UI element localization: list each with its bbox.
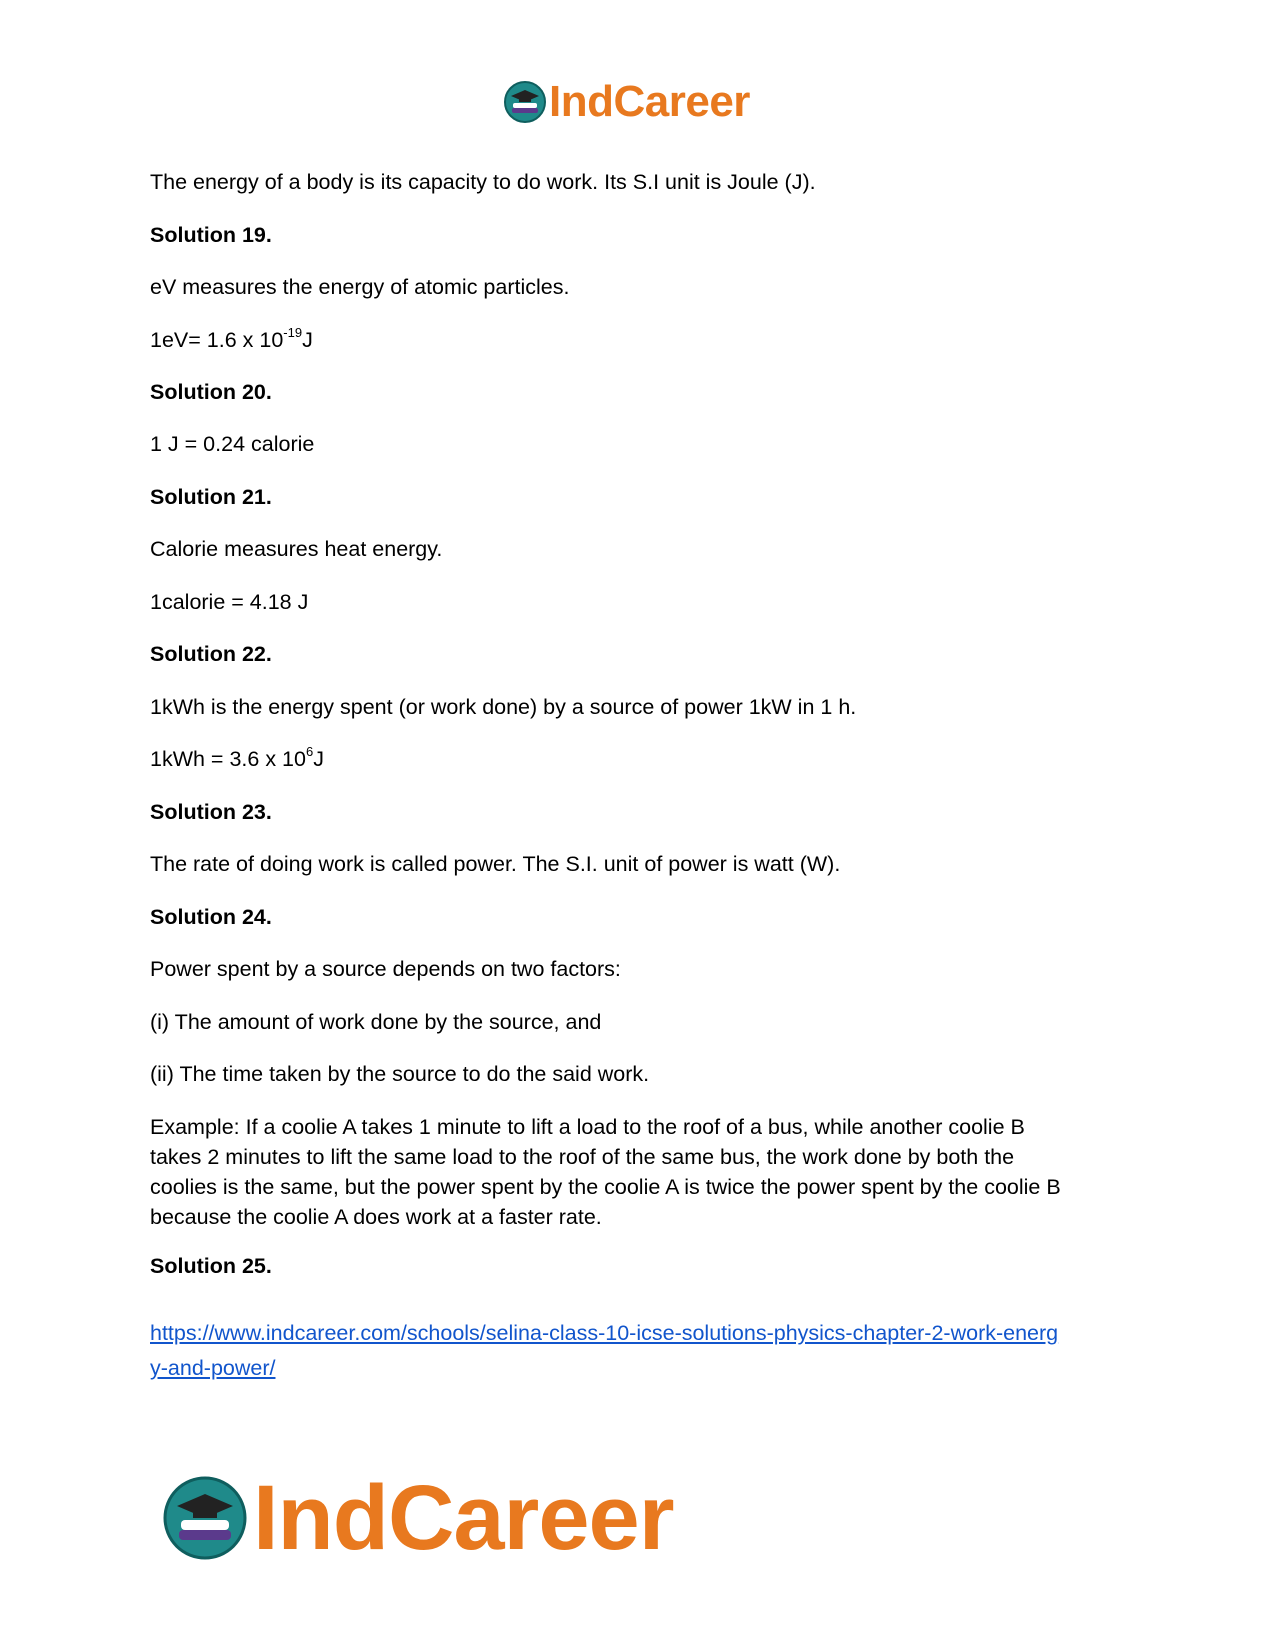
paragraph: (ii) The time taken by the source to do the said work. (150, 1062, 650, 1086)
solution-heading-22: Solution 22. (150, 642, 272, 666)
solution-heading-24: Solution 24. (150, 905, 272, 929)
paragraph: 1 J = 0.24 calorie (150, 432, 315, 456)
logo-wordmark: IndCareer (253, 1467, 674, 1569)
paragraph: The rate of doing work is called power. The S.I. unit of power is watt (W). (150, 852, 841, 876)
solution-heading-20: Solution 20. (150, 380, 272, 404)
paragraph: 1kWh is the energy spent (or work done) by a source of power 1kW in 1 h. (150, 695, 857, 719)
solution-heading-19: Solution 19. (150, 223, 272, 247)
example-line: because the coolie A does work at a faster rate. (150, 1205, 602, 1229)
indcareer-logo-bottom (161, 1467, 674, 1569)
paragraph: Power spent by a source depends on two factors: (150, 957, 621, 981)
paragraph: Calorie measures heat energy. (150, 537, 443, 561)
kwh-equation: 1kWh = 3.6 x $10^6J$ (150, 744, 324, 771)
example-paragraph (150, 1112, 1061, 1232)
graduation-book-icon (503, 80, 547, 124)
example-line: takes 2 minutes to lift the same load to the roof of the same bus, the work done by both the (150, 1145, 1015, 1169)
source-link-line[interactable]: y-and-power/ (150, 1356, 276, 1380)
logo-wordmark: IndCareer (549, 77, 750, 126)
paragraph: (i) The amount of work done by the source, and (150, 1010, 602, 1034)
solution-heading-23: Solution 23. (150, 800, 272, 824)
solution-heading-25: Solution 25. (150, 1254, 272, 1278)
example-line: coolies is the same, but the power spent by the coolie A is twice the power spent by the coolie B (150, 1175, 1061, 1199)
indcareer-logo-top (503, 77, 750, 126)
paragraph: eV measures the energy of atomic particles. (150, 275, 570, 299)
source-link[interactable] (150, 1316, 1058, 1386)
paragraph: 1calorie = 4.18 J (150, 590, 309, 614)
example-line: Example: If a coolie A takes 1 minute to lift a load to the roof of a bus, while another coolie B (150, 1115, 1025, 1139)
solution-heading-21: Solution 21. (150, 485, 272, 509)
graduation-book-icon (161, 1474, 249, 1562)
source-link-line[interactable]: https://www.indcareer.com/schools/selina-class-10-icse-solutions-physics-chapter-2-work-energ (150, 1321, 1059, 1345)
paragraph: The energy of a body is its capacity to do work. Its S.I unit is Joule (J). (150, 170, 816, 194)
ev-equation: 1eV= 1.6 x $10^{-19}J$ (150, 325, 313, 352)
